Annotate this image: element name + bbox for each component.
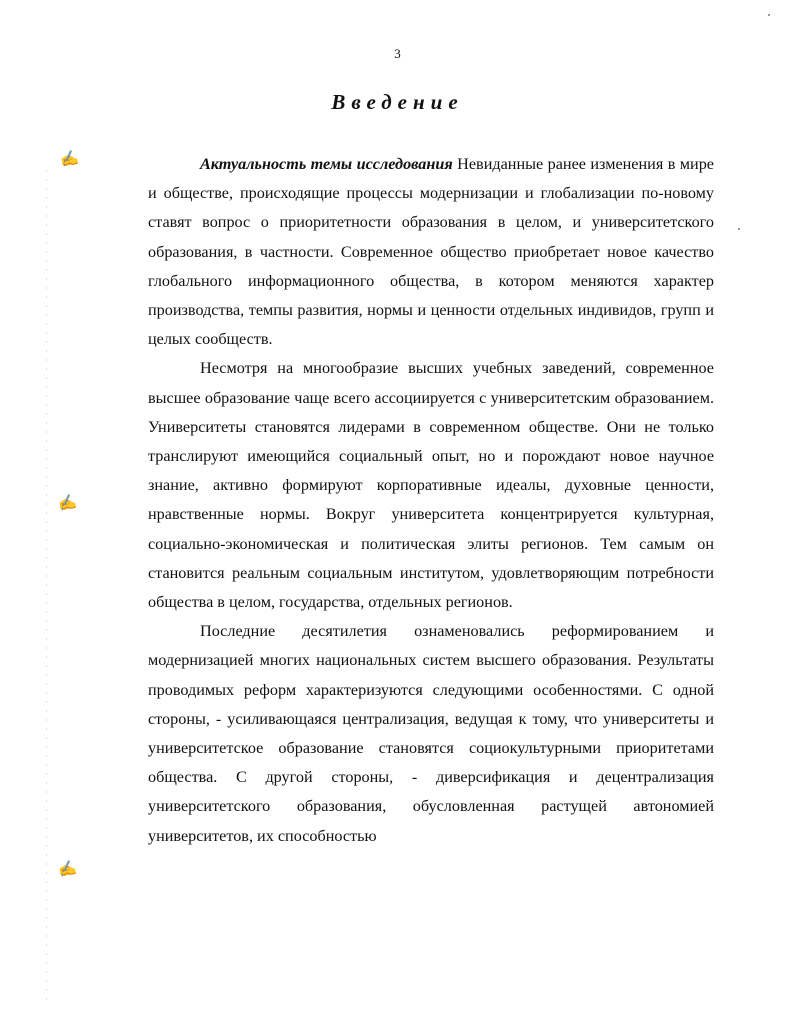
page-number: 3 [394,46,401,61]
paragraph-text: Несмотря на многообразие высших учебных заведений, современное высшее образование чаще всего ассоциируется с университетским образованием. Университеты становятся лидерами в современном обществе. Они не только транслируют имеющийся социальный опыт, но и порождают новое научное знание, активно формируют корпоративные идеалы, духовные ценности, нравственные нормы. Вокруг университета концентрируется культурная, социально-экономическая и политическая элиты регионов. Тем самым он становится реальным социальным институтом, удовлетворяющим потребности общества в целом, государства, отдельных регионов. [148,359,714,612]
paragraph-text: Последние десятилетия ознаменовались реформированием и модернизацией многих национальных систем высшего образования. Результаты проводимых реформ характеризуются следующими особенностями. С одной стороны, - усиливающаяся централизация, ведущая к тому, что университеты и университетское образование становятся социокультурными приоритетами общества. С другой стороны, - диверсификация и децентрализация университетского образования, обусловленная растущей автономией университетов, их способностью [148,622,714,845]
scan-speck [738,228,740,230]
body-text [148,150,714,851]
scan-speck [768,14,770,16]
margin-scan-line [46,170,47,1000]
paragraph-1 [148,150,714,354]
margin-mark-icon: ✍ [56,494,79,514]
paragraph-3 [148,617,714,851]
page-title: Введение [331,90,464,114]
margin-mark-icon: ✍ [58,150,81,170]
margin-mark-icon: ✍ [56,860,79,880]
paragraph-lead: Актуальность темы исследования [200,155,453,173]
paragraph-text: Невиданные ранее изменения в мире и обществе, происходящие процессы модернизации и глобализации по-новому ставят вопрос о приоритетности образования в целом, и университетского образования, в частности. Современное общество приобретает новое качество глобального информационного общества, в котором меняются характер производства, темпы развития, нормы и ценности отдельных индивидов, групп и целых сообществ. [148,155,714,349]
paragraph-2 [148,354,714,617]
